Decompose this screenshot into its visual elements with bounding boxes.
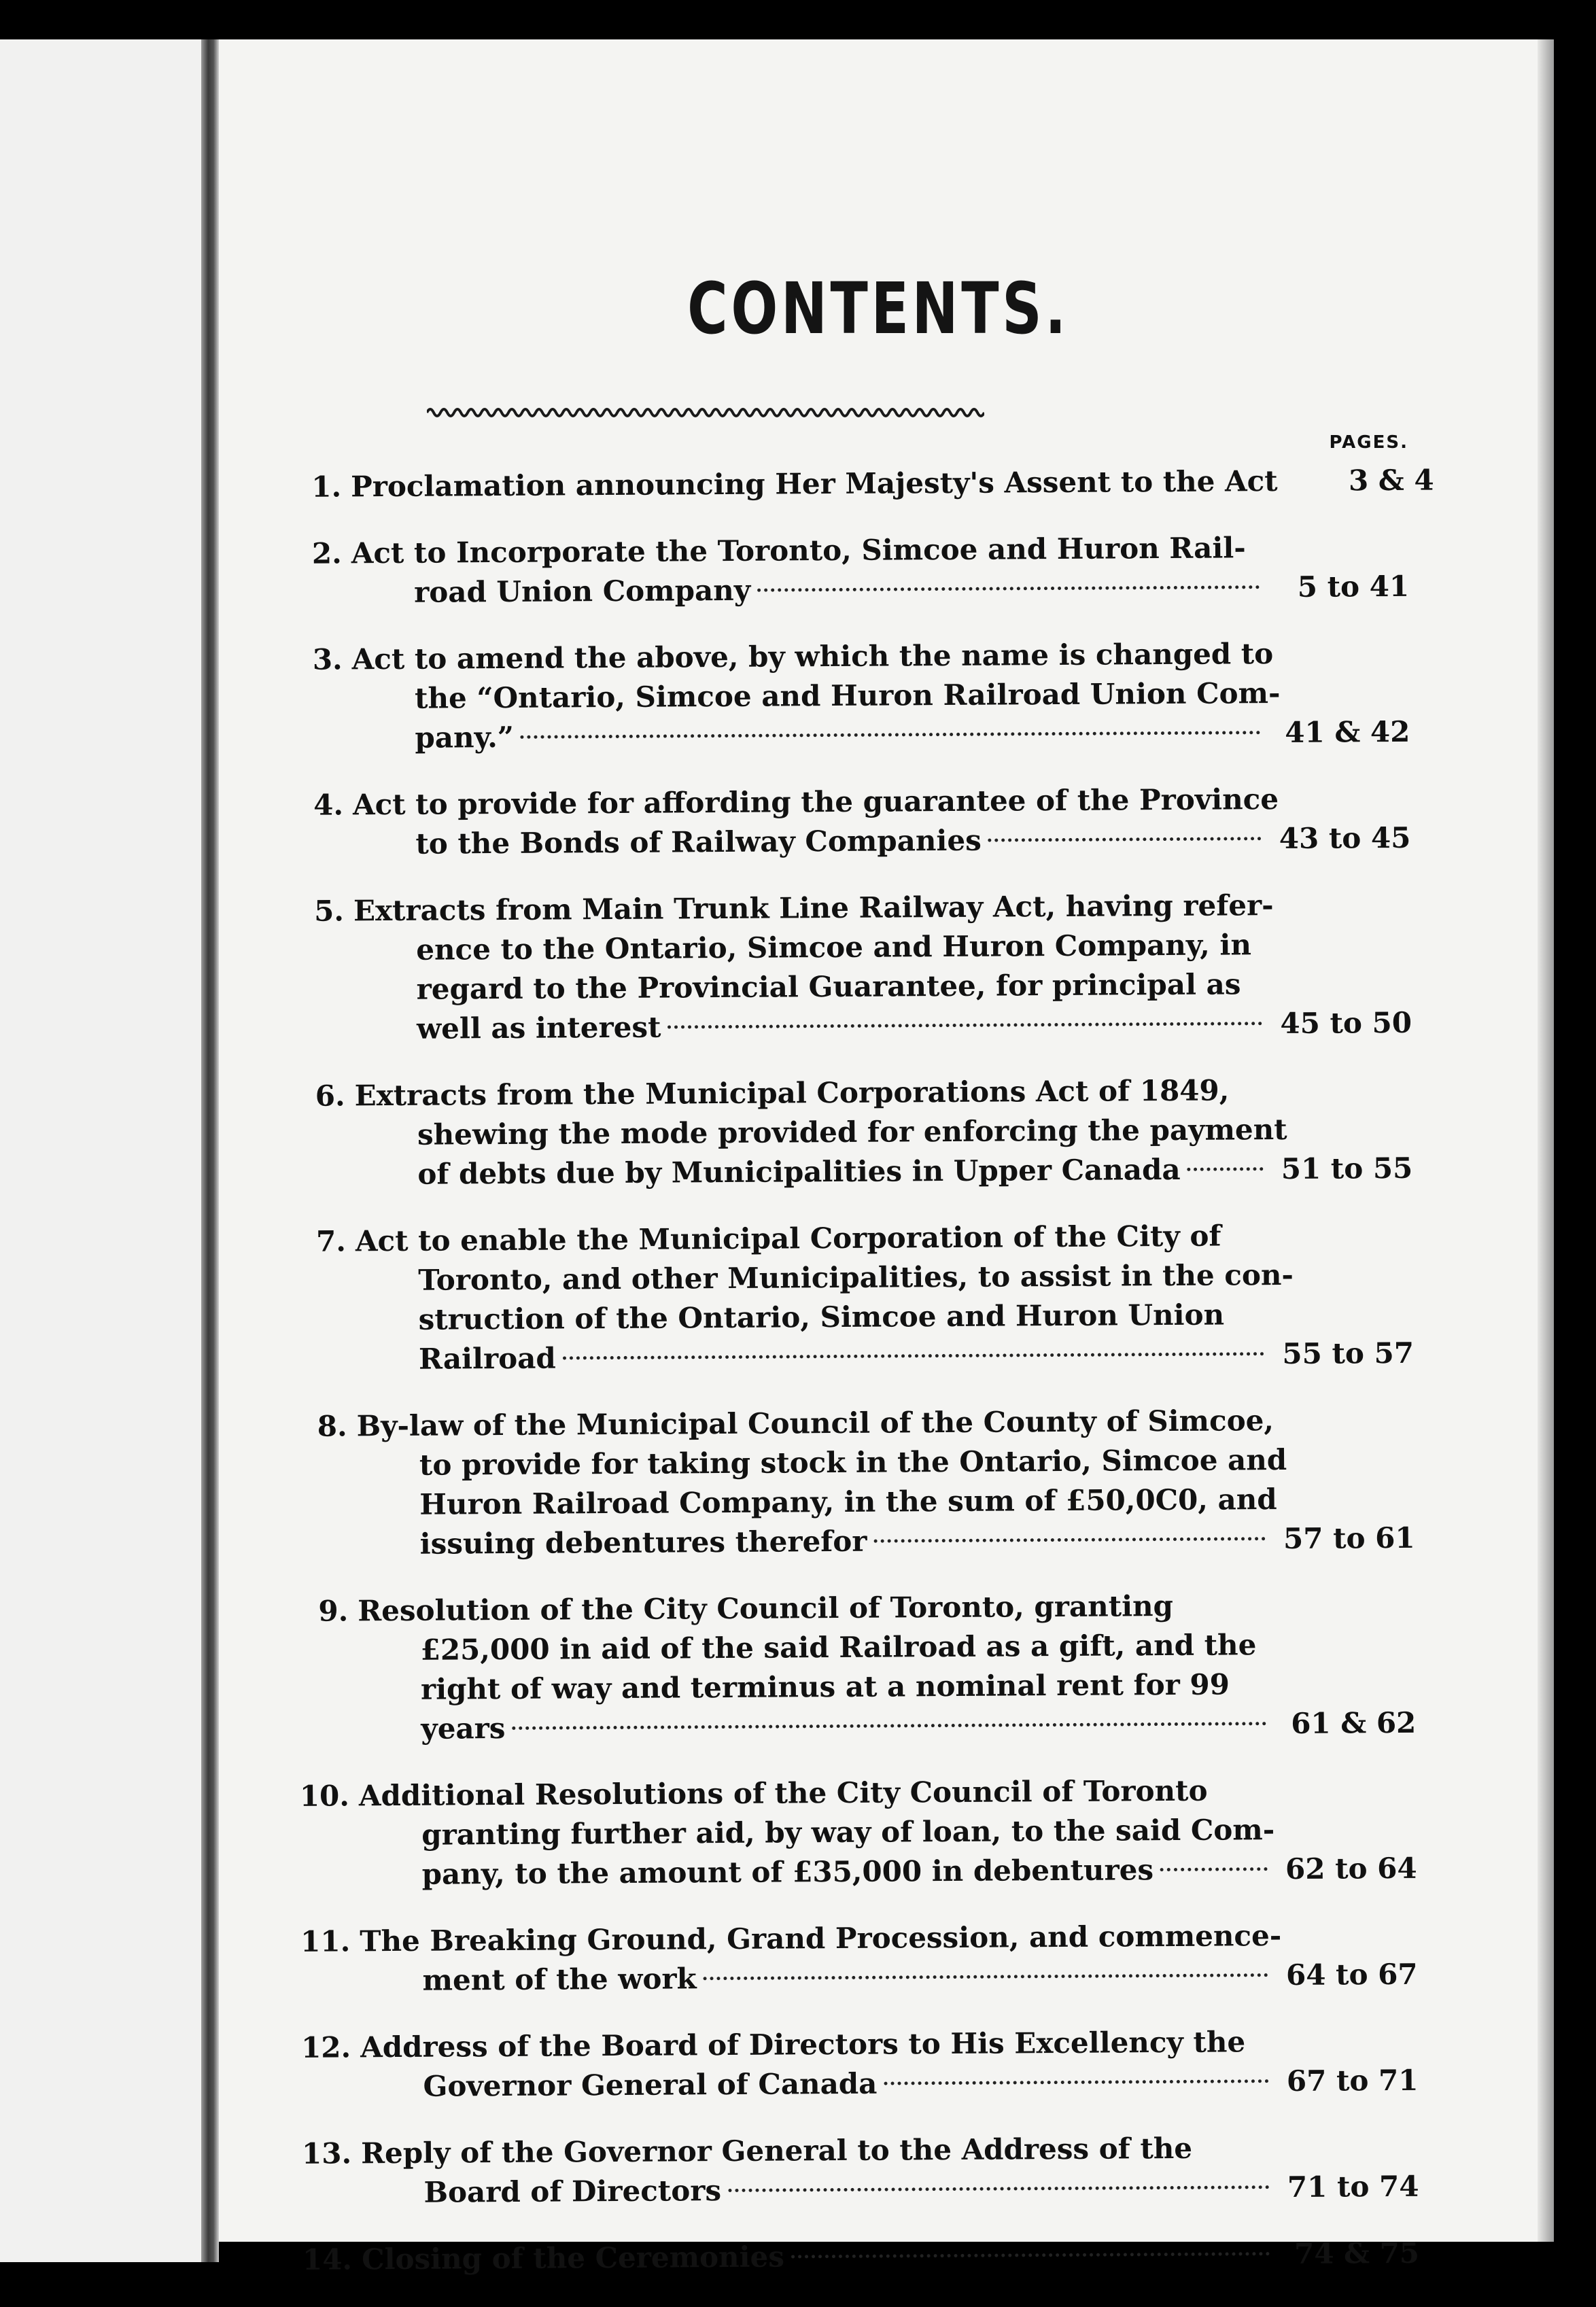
toc-entry [283, 1070, 1412, 1195]
toc-entry-final-line [361, 2167, 1419, 2213]
toc-entry [289, 1915, 1418, 2001]
toc-entry [288, 1770, 1417, 1895]
toc-entry-line: ence to the Ontario, Simcoe and Huron Company, in [353, 924, 1411, 971]
toc-entry-line: Act to enable the Municipal Corporation of the City of [355, 1215, 1413, 1262]
toc-entry-body [351, 527, 1410, 613]
dot-leader [884, 2079, 1268, 2085]
toc-entry-number: 2. [281, 534, 351, 574]
pages-column-heading: PAGES. [1089, 432, 1408, 453]
toc-entry-final-line [360, 2061, 1418, 2107]
toc-entry-body [358, 1585, 1416, 1750]
toc-entry-final-line [358, 1703, 1416, 1750]
toc-entry [287, 1585, 1416, 1750]
toc-entry-line: Act to amend the above, by which the name is changed to [352, 634, 1410, 680]
toc-entry [290, 2022, 1419, 2107]
toc-entry-number: 7. [285, 1221, 355, 1262]
toc-entry-final-text: to the Bonds of Railway Companies [353, 821, 982, 865]
page-title: CONTENTS. [364, 267, 1392, 350]
toc-entry-body [351, 461, 1434, 507]
dot-leader [757, 585, 1260, 592]
toc-entry-line: Toronto, and other Municipalities, to assist in the con- [355, 1255, 1413, 1301]
toc-entry-number: 10. [288, 1776, 359, 1816]
toc-entry-pages: 45 to 50 [1269, 1003, 1412, 1043]
toc-entry-final-line [354, 1003, 1412, 1050]
toc-entry-final-line [362, 2234, 1419, 2280]
page-edge-shadow [1538, 39, 1554, 2242]
dot-leader [791, 2252, 1270, 2258]
toc-entry-line: Address of the Board of Directors to His Excellency the [360, 2022, 1418, 2068]
toc-entry-body [353, 885, 1412, 1050]
dot-leader [873, 1537, 1265, 1543]
toc-entry-final-text: issuing debentures therefor [358, 1522, 867, 1565]
toc-entry-final-line [353, 818, 1410, 865]
toc-entry-number: 5. [283, 891, 353, 931]
toc-entry-line: By-law of the Municipal Council of the County of Simcoe, [356, 1400, 1414, 1446]
toc-entry-final-line [356, 1334, 1414, 1380]
toc-entry-final-line [351, 461, 1434, 507]
toc-entry-final-line [355, 1149, 1412, 1195]
toc-entry-final-text: of debts due by Municipalities in Upper Canada [355, 1150, 1181, 1194]
toc-entry-body [353, 779, 1411, 865]
dot-leader [667, 1022, 1262, 1028]
dot-leader [1187, 1167, 1264, 1171]
toc-entry [283, 885, 1412, 1050]
facing-page-edge [0, 39, 201, 2262]
toc-entry-final-line [360, 1955, 1417, 2001]
toc-entry-line: regard to the Provincial Guarantee, for principal as [354, 964, 1412, 1010]
toc-entry-final-text: Board of Directors [361, 2171, 721, 2213]
toc-entry-number: 12. [290, 2028, 360, 2068]
toc-entry-line: Additional Resolutions of the City Council of Toronto [359, 1770, 1417, 1816]
toc-entry [290, 2128, 1419, 2213]
toc-entry-pages: 5 to 41 [1266, 567, 1409, 607]
toc-entry-line: the “Ontario, Simcoe and Huron Railroad Union Com- [352, 673, 1410, 719]
toc-entry-pages: 55 to 57 [1271, 1334, 1414, 1374]
toc-entry-final-text: pany.” [352, 718, 514, 758]
toc-entry-final-line [351, 567, 1409, 613]
toc-entry-number: 9. [287, 1591, 358, 1631]
dot-leader [704, 1973, 1268, 1980]
dot-leader [521, 731, 1261, 739]
toc-entry-line: Extracts from Main Trunk Line Railway Act, having refer- [353, 885, 1411, 931]
toc-entry-number: 3. [281, 640, 352, 680]
toc-entry-pages: 62 to 64 [1274, 1849, 1417, 1889]
toc-entry-number: 14. [291, 2240, 362, 2280]
toc-entry-final-text: road Union Company [351, 571, 750, 613]
toc-entry-line: shewing the mode provided for enforcing the payment [355, 1109, 1412, 1156]
toc-entry-line: Act to Incorporate the Toronto, Simcoe and Huron Rail- [351, 527, 1409, 574]
toc-entry-final-line [352, 712, 1410, 759]
toc-entry-body [362, 2234, 1419, 2280]
toc-entry-number: 1. [280, 467, 351, 507]
toc-entry-body [354, 1070, 1412, 1195]
toc-entry-number: 11. [289, 1922, 360, 1962]
toc-entry-body [355, 1215, 1414, 1380]
toc-entry-line: Act to provide for affording the guarantee of the Province [353, 779, 1410, 825]
toc-entry [285, 1215, 1414, 1380]
toc-entry-number: 6. [283, 1076, 354, 1116]
toc-entry-line: £25,000 in aid of the said Railroad as a gift, and the [358, 1625, 1415, 1671]
toc-entry-pages: 57 to 61 [1272, 1519, 1415, 1559]
toc-entry-final-text: Closing of the Ceremonies [362, 2238, 784, 2280]
toc-entry-pages: 43 to 45 [1268, 818, 1410, 858]
toc-entry-line: Resolution of the City Council of Toronto, granting [358, 1585, 1415, 1631]
toc-entry-line: struction of the Ontario, Simcoe and Huron Union [355, 1294, 1413, 1340]
toc-entry-final-text: well as interest [354, 1008, 661, 1050]
toc-entry-pages: 71 to 74 [1276, 2167, 1419, 2207]
toc-entry [281, 527, 1410, 613]
toc-entry [291, 2234, 1419, 2280]
toc-entry-final-text: years [358, 1709, 505, 1749]
dot-leader [728, 2185, 1269, 2192]
toc-entry-pages: 3 & 4 [1291, 461, 1434, 501]
book-gutter [201, 39, 219, 2262]
toc-entry-final-text: Governor General of Canada [360, 2064, 877, 2107]
dot-leader [563, 1352, 1264, 1359]
toc-entry-body [360, 2022, 1419, 2107]
toc-entry [285, 1400, 1415, 1565]
toc-entry-body [360, 1915, 1418, 2001]
toc-entry-number: 13. [290, 2134, 361, 2174]
toc-entry-final-text: Proclamation announcing Her Majesty's Assent to the Act [351, 462, 1278, 506]
toc-entry-line: Reply of the Governor General to the Address of the [361, 2128, 1419, 2174]
toc-entry [280, 461, 1408, 507]
toc-entry-line: Huron Railroad Company, in the sum of £50,0C0, and [357, 1479, 1415, 1525]
toc-entry-final-text: ment of the work [360, 1959, 696, 2000]
toc-entry-body [352, 634, 1410, 759]
toc-entry-final-text: pany, to the amount of £35,000 in debentures [359, 1850, 1153, 1894]
toc-entry-body [356, 1400, 1415, 1565]
toc-entry [281, 634, 1410, 759]
toc-entry-body [361, 2128, 1419, 2213]
toc-entry-final-text: Railroad [356, 1339, 556, 1380]
toc-entry-line: The Breaking Ground, Grand Procession, and commence- [360, 1915, 1417, 1962]
toc-entry-line: granting further aid, by way of loan, to the said Com- [359, 1809, 1417, 1856]
toc-entry-pages: 74 & 75 [1277, 2234, 1419, 2274]
contents-page [219, 39, 1538, 2242]
toc-entry-pages: 51 to 55 [1270, 1149, 1412, 1189]
toc-entry-final-line [359, 1849, 1417, 1895]
dot-leader [988, 837, 1262, 842]
toc-entry-line: right of way and terminus at a nominal rent for 99 [358, 1664, 1416, 1710]
dot-leader [1160, 1867, 1268, 1871]
toc-entry-line: to provide for taking stock in the Ontario, Simcoe and [357, 1440, 1415, 1486]
toc-entry-number: 8. [285, 1406, 356, 1446]
decorative-wavy-rule [427, 403, 984, 418]
toc-entry [282, 779, 1411, 865]
toc-entry-pages: 41 & 42 [1267, 712, 1410, 752]
toc-entry-final-line [358, 1519, 1415, 1565]
table-of-contents [280, 461, 1419, 2307]
toc-entry-body [359, 1770, 1417, 1895]
toc-entry-line: Extracts from the Municipal Corporations Act of 1849, [354, 1070, 1412, 1116]
dot-leader [512, 1722, 1266, 1730]
toc-entry-pages: 67 to 71 [1275, 2061, 1418, 2101]
toc-entry-pages: 64 to 67 [1274, 1955, 1417, 1995]
toc-entry-number: 4. [282, 785, 353, 825]
toc-entry-pages: 61 & 62 [1273, 1703, 1416, 1744]
